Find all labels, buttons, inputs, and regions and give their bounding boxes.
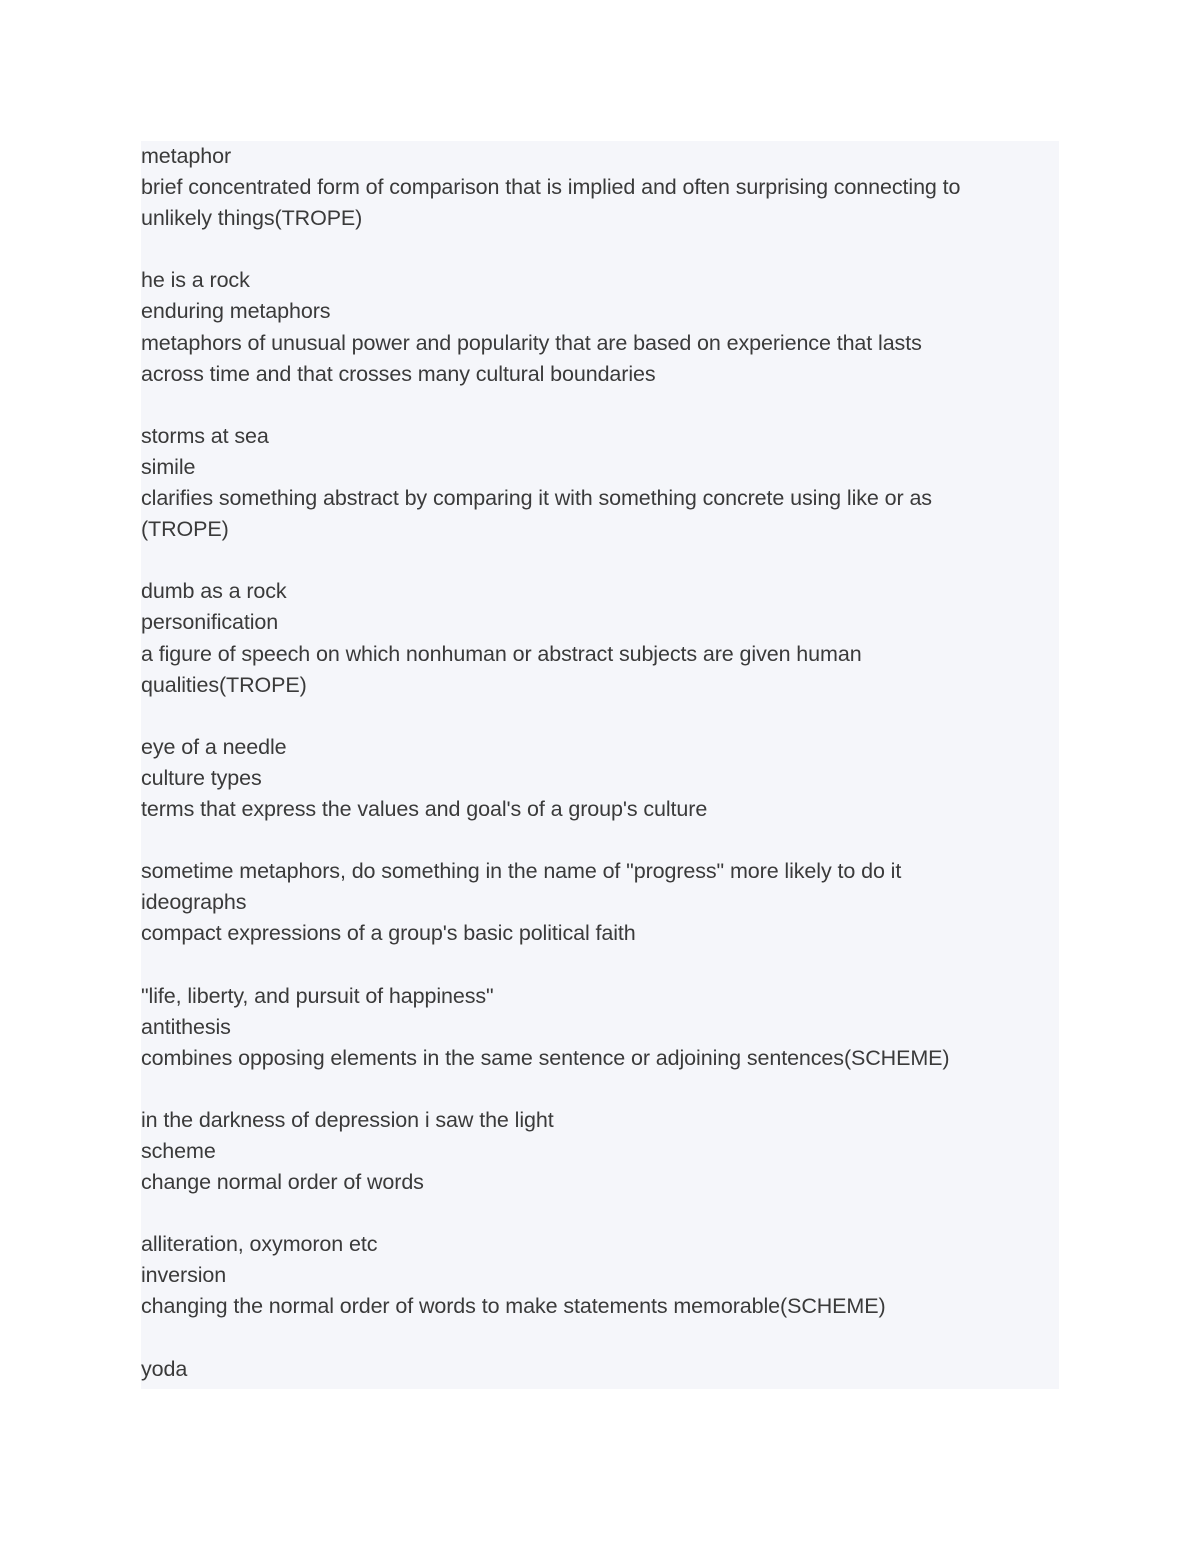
term: ideographs [141, 890, 247, 915]
term: scheme [141, 1139, 216, 1163]
definition-line: change normal order of words [141, 1170, 424, 1195]
spacer [141, 1074, 1059, 1105]
example: he is a rock [141, 268, 250, 293]
entry-scheme [141, 1136, 1059, 1260]
term: culture types [141, 765, 262, 790]
example: in the darkness of depression i saw the light [141, 1107, 554, 1132]
entry-culture-types [141, 763, 1059, 887]
term: metaphor [141, 144, 232, 168]
spacer [141, 1323, 1059, 1354]
entry-personification [141, 607, 1059, 762]
entry-antithesis [141, 1012, 1059, 1136]
example: sometime metaphors, do something in the name of "progress" more likely to do it [141, 859, 902, 884]
spacer [141, 825, 1059, 856]
document-body [141, 141, 1059, 1389]
definition-line: terms that express the values and goal's of a group's culture [141, 796, 708, 821]
definition-line: combines opposing elements in the same sentence or adjoining sentences(SCHEME) [141, 1045, 950, 1070]
spacer [141, 949, 1059, 980]
definition-line: qualities(TROPE) [141, 672, 307, 697]
definition-line: changing the normal order of words to make statements memorable(SCHEME) [141, 1294, 886, 1319]
definition-line: across time and that crosses many cultural boundaries [141, 361, 656, 386]
spacer [141, 390, 1059, 421]
entry-simile [141, 452, 1059, 607]
example: storms at sea [141, 423, 269, 448]
example: dumb as a rock [141, 579, 287, 604]
example: eye of a needle [141, 734, 287, 759]
definition-line: brief concentrated form of comparison that is implied and often surprising connecting to [141, 175, 961, 200]
definition-line: compact expressions of a group's basic political faith [141, 921, 636, 946]
term: inversion [141, 1263, 227, 1288]
term: enduring metaphors [141, 299, 331, 324]
example: "life, liberty, and pursuit of happiness" [141, 983, 494, 1008]
term: antithesis [141, 1014, 231, 1039]
term: simile [141, 454, 196, 479]
entry-inversion [141, 1260, 1059, 1384]
definition-line: metaphors of unusual power and popularity that are based on experience that lasts [141, 330, 922, 355]
definition-line: clarifies something abstract by comparing it with something concrete using like or as [141, 486, 932, 511]
spacer [141, 1198, 1059, 1229]
entry-enduring-metaphors [141, 296, 1059, 451]
spacer [141, 234, 1059, 265]
definition-line: a figure of speech on which nonhuman or abstract subjects are given human [141, 641, 862, 666]
spacer [141, 701, 1059, 732]
entry-ideographs [141, 887, 1059, 1011]
definition-line: unlikely things(TROPE) [141, 206, 363, 231]
definition-line: (TROPE) [141, 517, 229, 542]
term: personification [141, 610, 279, 635]
spacer [141, 545, 1059, 576]
example: alliteration, oxymoron etc [141, 1232, 378, 1257]
example: yoda [141, 1356, 188, 1381]
entry-metaphor [141, 141, 1059, 296]
